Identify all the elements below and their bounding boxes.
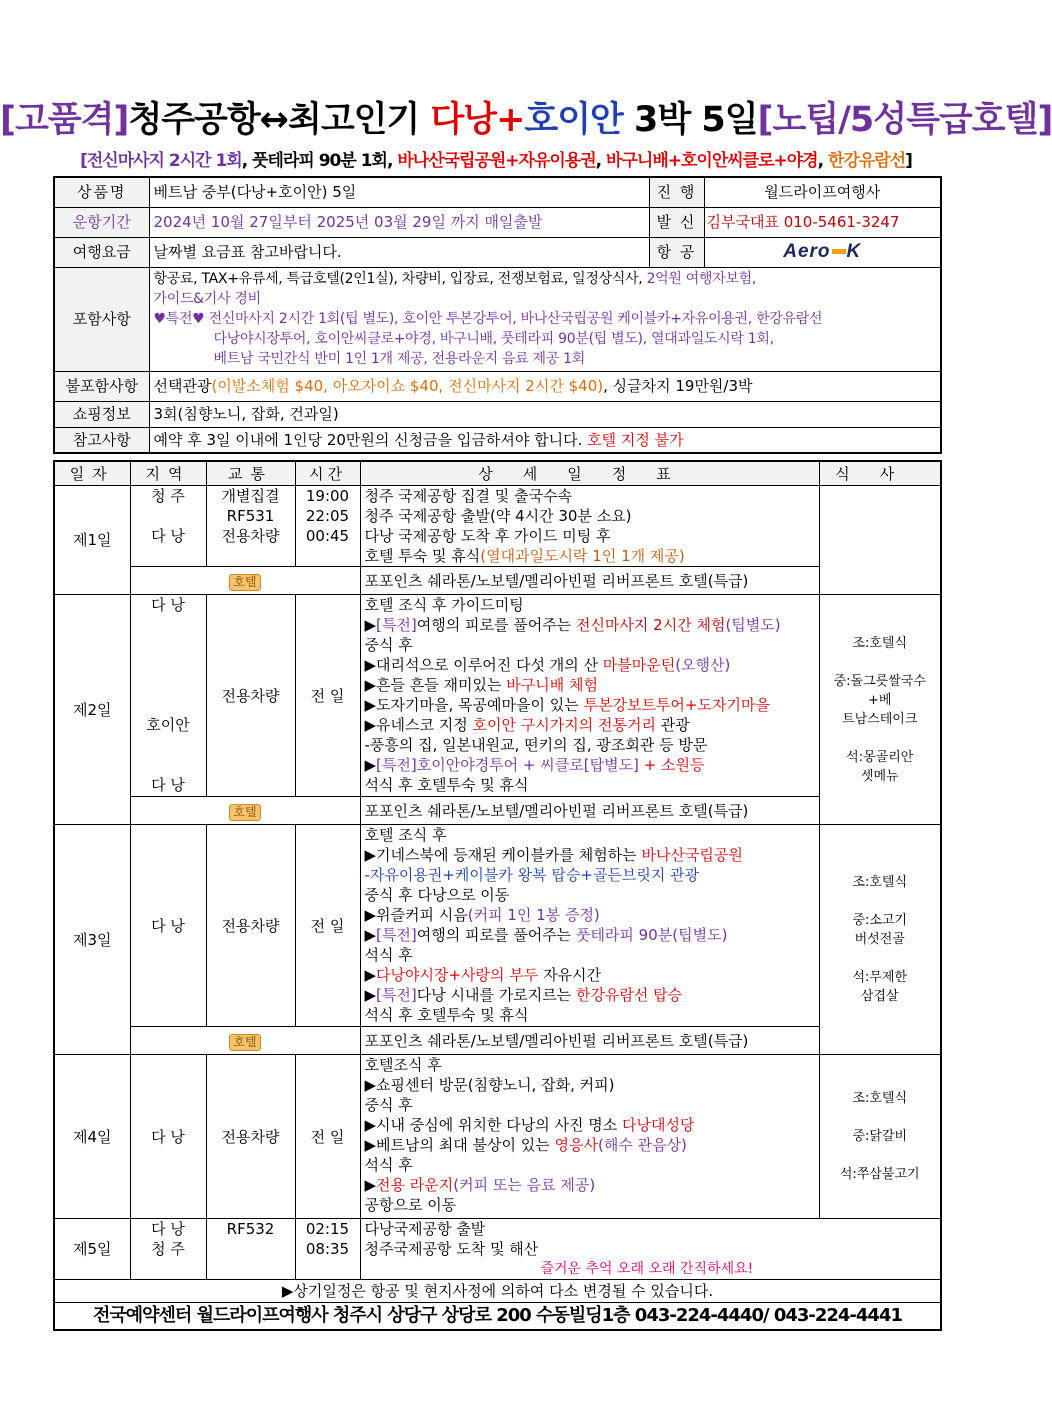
- day4-transport: 전용차량: [206, 1055, 295, 1219]
- day2-row: [54, 595, 941, 797]
- title-plus: +: [496, 100, 525, 140]
- day1-hotel-name: 포포인츠 쉐라톤/노보텔/멜리아빈펄 리버프론트 호텔(특급): [360, 567, 819, 595]
- day1-region: 청 주 다 낭: [130, 486, 206, 567]
- include-label: 포함사항: [54, 267, 149, 371]
- day3-row: [54, 825, 941, 1027]
- day4-region: 다 낭: [130, 1055, 206, 1219]
- day1-hotel-icon: 호텔: [130, 567, 360, 595]
- day4-time: 전 일: [295, 1055, 360, 1219]
- day3-time: 전 일: [295, 825, 360, 1027]
- title-route: 청주공항↔최고인기: [128, 100, 431, 140]
- footer-notice: ▶상기일정은 항공 및 현지사정에 의하여 다소 변경될 수 있습니다.: [54, 1280, 941, 1303]
- day2-region: 다 낭 호이안 다 낭: [130, 595, 206, 797]
- header-time: 시간: [295, 461, 360, 486]
- footer-contact: 전국예약센터 월드라이프여행사 청주시 상당구 상당로 200 수동빌딩1층 043-224-4440/ 043-224-4441: [54, 1303, 941, 1331]
- day5-label: 제5일: [54, 1219, 130, 1280]
- day3-transport: 전용차량: [206, 825, 295, 1027]
- exclude-value: 선택관광(이발소체험 $40, 아오자이쇼 $40, 전신마사지 2시간 $40), 싱글차지 19만원/3박: [149, 371, 941, 401]
- airline-label: 항 공: [649, 237, 704, 267]
- page-title: [0, 92, 1052, 142]
- day5-transport: RF532: [206, 1219, 295, 1280]
- day2-details: 호텔 조식 후 가이드미팅 ▶[특전]여행의 피로를 풀어주는 전신마사지 2시간 체험(팁별도) 중식 후 ▶대리석으로 이루어진 다섯 개의 산 마블마운틴(오행산) ▶흔들 흔들 재미있는 바구니배 체험 ▶도자기마을, 목공예마을이 있는 투본강보트투어+도자기마을 ▶유네스코 지정 호이안 구시가지의 전통거리 관광 -풍흥의 집, 일본내원교, 떤키의 집, 광조회관 등 방문 ▶[특전]호이안야경투어 + 씨클로[탑별도] + 소원등 석식 후 호텔투숙 및 휴식: [360, 595, 819, 797]
- note-label: 참고사항: [54, 427, 149, 453]
- day2-transport: 전용차량: [206, 595, 295, 797]
- day3-label: 제3일: [54, 825, 130, 1055]
- agent-value: 월드라이프여행사: [704, 177, 941, 207]
- shopping-label: 쇼핑정보: [54, 401, 149, 427]
- header-region: 지역: [130, 461, 206, 486]
- day2-hotel-name: 포포인츠 쉐라톤/노보텔/멜리아빈펄 리버프론트 호텔(특급): [360, 797, 819, 825]
- day1-label: 제1일: [54, 486, 130, 595]
- title-hotel-tag: [노팁/5성특급호텔]: [757, 100, 1052, 140]
- day4-details: 호텔조식 후 ▶쇼핑센터 방문(침향노니, 잡화, 커피) 중식 후 ▶시내 중심에 위치한 다낭의 사진 명소 다낭대성당 ▶베트남의 최대 불상이 있는 영응사(해수 관음상) 석식 후 ▶전용 라운지(커피 또는 음료 제공) 공항으로 이동: [360, 1055, 819, 1219]
- fare-value: 날짜별 요금표 참고바랍니다.: [149, 237, 649, 267]
- day2-label: 제2일: [54, 595, 130, 825]
- day1-transport: 개별집결 RF531 전용차량: [206, 486, 295, 567]
- header-day: 일자: [54, 461, 130, 486]
- note-value: 예약 후 3일 이내에 1인당 20만원의 신청금을 입금하셔야 합니다. 호텔 지정 불가: [149, 427, 941, 453]
- day2-hotel-icon: 호텔: [130, 797, 360, 825]
- header-transport: 교통: [206, 461, 295, 486]
- day5-time: 02:15 08:35: [295, 1219, 360, 1280]
- subtitle: [전신마사지 2시간 1회, 풋테라피 90분 1회, 바나산국립공원+자유이용권, 바구니배+호이안씨클로+야경, 한강유람선]: [80, 151, 912, 171]
- title-hoian: 호이안: [524, 100, 623, 140]
- product-label: 상품명: [54, 177, 149, 207]
- title-duration: 3박 5일: [622, 100, 758, 140]
- day3-hotel-icon: 호텔: [130, 1027, 360, 1055]
- day5-region: 다 낭 청 주: [130, 1219, 206, 1280]
- product-info-table: [53, 176, 942, 454]
- day5-row: [54, 1219, 941, 1280]
- day4-row: [54, 1055, 941, 1219]
- day5-details: 다낭국제공항 출발 청주국제공항 도착 및 해산 즐거운 추억 오래 오래 간직하세요!: [360, 1219, 941, 1280]
- header-details: 상세일정표: [360, 461, 819, 486]
- day3-region: 다 낭: [130, 825, 206, 1027]
- header-meal: 식사: [819, 461, 941, 486]
- fare-label: 여행요금: [54, 237, 149, 267]
- day1-time: 19:00 22:05 00:45: [295, 486, 360, 567]
- agent-label: 진 행: [649, 177, 704, 207]
- title-danang: 다낭: [430, 100, 497, 140]
- day1-details: 청주 국제공항 집결 및 출국수속 청주 국제공항 출발(약 4시간 30분 소요) 다낭 국제공항 도착 후 가이드 미팅 후 호텔 투숙 및 휴식(열대과일도시락 1인 1개 제공): [360, 486, 819, 567]
- day4-label: 제4일: [54, 1055, 130, 1219]
- title-tag: [고품격]: [0, 100, 129, 140]
- day3-hotel-name: 포포인츠 쉐라톤/노보텔/멜리아빈펄 리버프론트 호텔(특급): [360, 1027, 819, 1055]
- airline-logo: Aero K: [704, 237, 941, 267]
- day1-row: [54, 486, 941, 567]
- day1-meal: [819, 486, 941, 595]
- shopping-value: 3회(침향노니, 잡화, 건과일): [149, 401, 941, 427]
- day2-time: 전 일: [295, 595, 360, 797]
- day2-meal: 조:호텔식 중:돌그릇쌀국수+베 트남스테이크 석:몽골리안 셋메뉴: [819, 595, 941, 825]
- exclude-label: 불포함사항: [54, 371, 149, 401]
- include-value: 항공료, TAX+유류세, 특급호텔(2인1실), 차량비, 입장료, 전쟁보험료, 일정상식사, 2억원 여행자보험, 가이드&기사 경비 ♥특전♥ 전신마사지 2시간 1회(팁 별도), 호이안 투본강투어, 바나산국립공원 케이블카+자유이용권, 한강유람선 다낭야시장투어, 호이안씨클로+야경, 바구니배, 풋테라피 90분(팁 별도), 열대과일도시락 1회, 베트남 국민간식 반미 1인 1개 제공, 전용라운지 음료 제공 1회: [149, 267, 941, 371]
- day3-meal: 조:호텔식 중:소고기 버섯전골 석:무제한 삼겹살: [819, 825, 941, 1055]
- product-value: 베트남 중부(다낭+호이안) 5일: [149, 177, 649, 207]
- period-label: 운항기간: [54, 207, 149, 237]
- period-value: 2024년 10월 27일부터 2025년 03월 29일 까지 매일출발: [149, 207, 649, 237]
- day3-details: 호텔 조식 후 ▶기네스북에 등재된 케이블카를 체험하는 바나산국립공원 -자유이용권+케이블카 왕복 탑승+골든브릿지 관광 중식 후 다낭으로 이동 ▶위즐커피 시음(커피 1인 1봉 증정) ▶[특전]여행의 피로를 풀어주는 풋테라피 90분(팁별도) 석식 후 ▶다낭야시장+사랑의 부두 자유시간 ▶[특전]다낭 시내를 가로지르는 한강유람선 탑승 석식 후 호텔투숙 및 휴식: [360, 825, 819, 1027]
- itinerary-table: [53, 460, 942, 1331]
- day4-meal: 조:호텔식 중:닭갈비 석:쭈삼불고기: [819, 1055, 941, 1219]
- sender-label: 발 신: [649, 207, 704, 237]
- sender-value: 김부국대표 010-5461-3247: [704, 207, 941, 237]
